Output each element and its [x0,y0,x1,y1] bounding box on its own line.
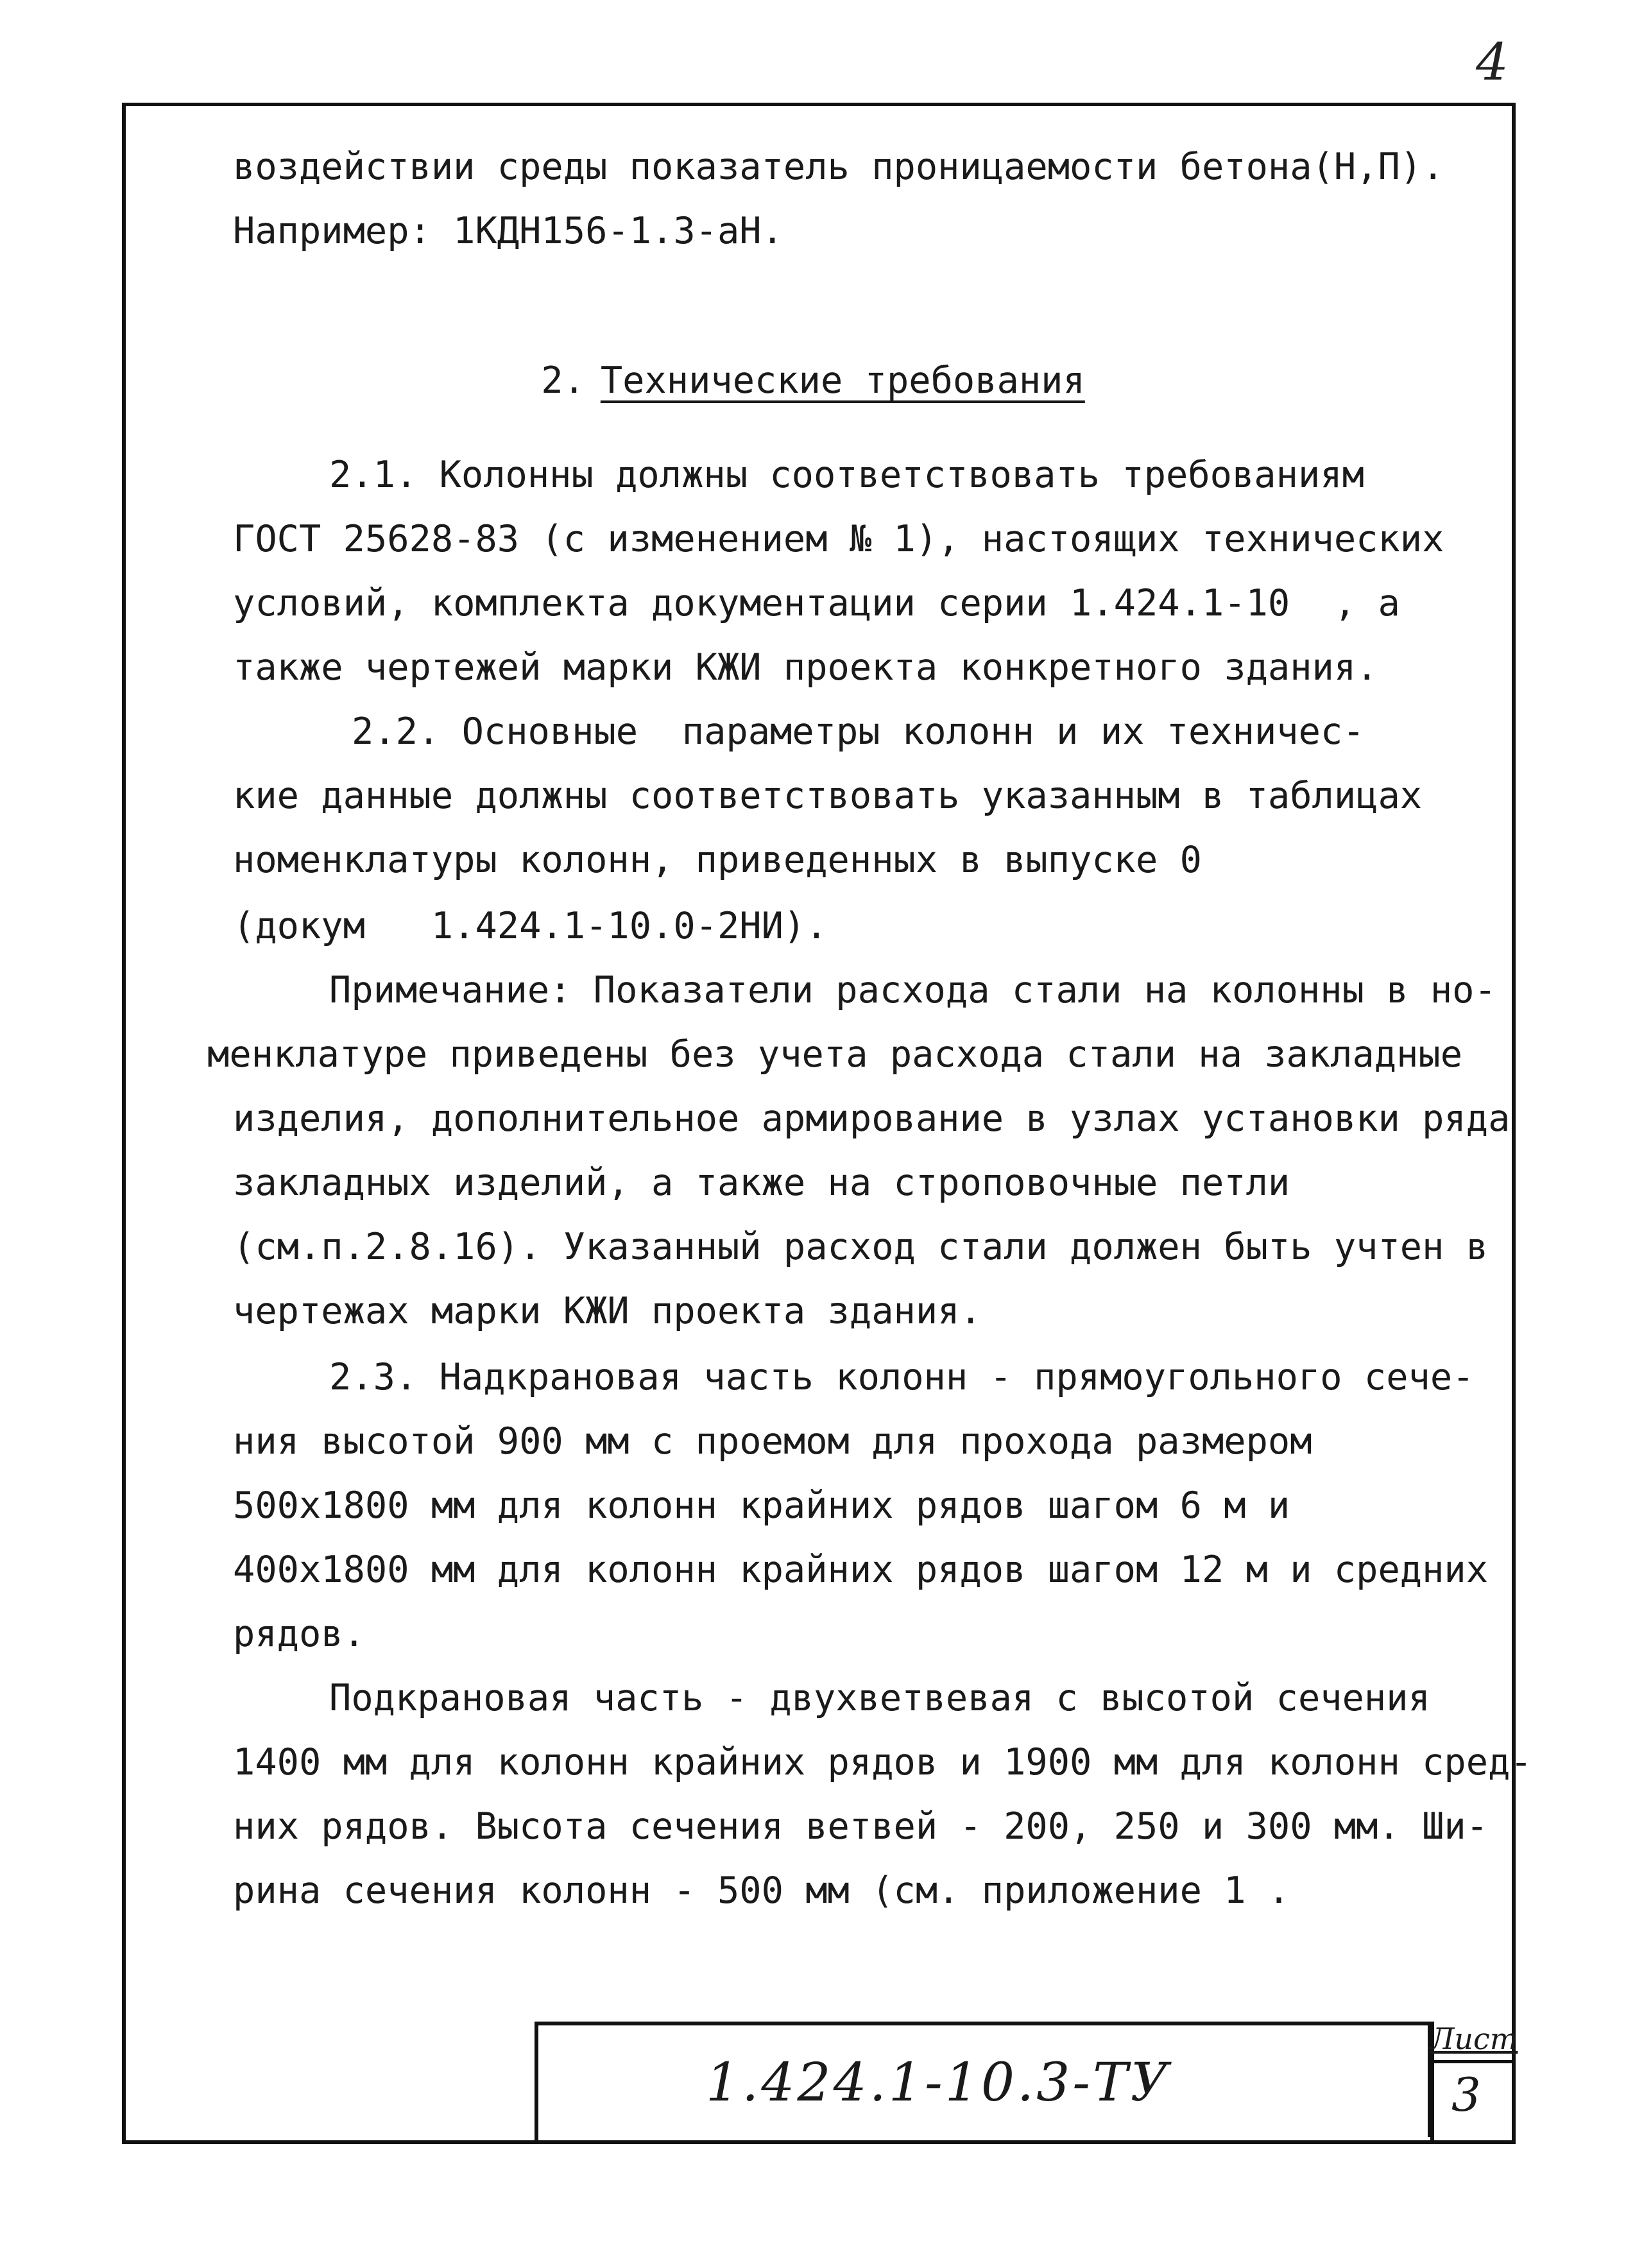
body-line: (докум 1.424.1-10.0-2НИ). [233,905,828,947]
body-line: ГОСТ 25628-83 (с изменением № 1), настоящих технических [233,518,1444,560]
body-line: кие данные должны соответствовать указанным в таблицах [233,775,1423,817]
section-title: Технические требования [600,359,1085,402]
body-line: менклатуре приведены без учета расхода стали на закладные [207,1033,1463,1076]
body-line: условий, комплекта документации серии 1.424.1-10 , а [233,582,1400,624]
section-heading [0,359,1626,402]
body-line: рина сечения колонн - 500 мм (см. приложение 1 . [233,1869,1290,1912]
page-number: 4 [1476,32,1509,92]
body-line: них рядов. Высота сечения ветвей - 200, 250 и 300 мм. Ши- [233,1805,1489,1848]
document-code: 1.424.1-10.3-ТУ [706,2052,1171,2113]
body-line: также чертежей марки КЖИ проекта конкретного здания. [233,646,1378,689]
body-line: закладных изделий, а также на строповочные петли [233,1162,1290,1204]
body-line: 500х1800 мм для колонн крайних рядов шагом 6 м и [233,1484,1290,1527]
section-number: 2. [541,359,585,402]
body-line: 2.1. Колонны должны соответствовать требованиям [329,454,1364,496]
body-line: 2.3. Надкрановая часть колонн - прямоугольного сече- [329,1356,1475,1398]
body-line: изделия, дополнительное армирование в узлах установки ряда [233,1097,1510,1140]
sheet-divider [1428,2060,1512,2063]
body-line: Примечание: Показатели расхода стали на колонны в но- [329,969,1496,1011]
body-line: номенклатуры колонн, приведенных в выпуске 0 [233,839,1202,881]
body-line: 1400 мм для колонн крайних рядов и 1900 мм для колонн сред- [233,1741,1532,1783]
intro-line: воздействии среды показатель проницаемости бетона(Н,П). [233,146,1444,188]
body-line: (см.п.2.8.16). Указанный расход стали должен быть учтен в [233,1226,1489,1268]
body-line: 2.2. Основные параметры колонн и их техничес- [352,710,1365,753]
body-line: Подкрановая часть - двухветвевая с высотой сечения [329,1677,1430,1719]
intro-line: Например: 1КДН156-1.3-аН. [233,210,783,252]
body-line: рядов. [233,1613,365,1655]
sheet-number: 3 [1451,2068,1481,2122]
body-line: ния высотой 900 мм с проемом для прохода размером [233,1420,1312,1463]
body-line: 400х1800 мм для колонн крайних рядов шагом 12 м и средних [233,1549,1489,1591]
body-line: чертежах марки КЖИ проекта здания. [233,1290,982,1332]
sheet-label: Лист [1430,2022,1518,2056]
